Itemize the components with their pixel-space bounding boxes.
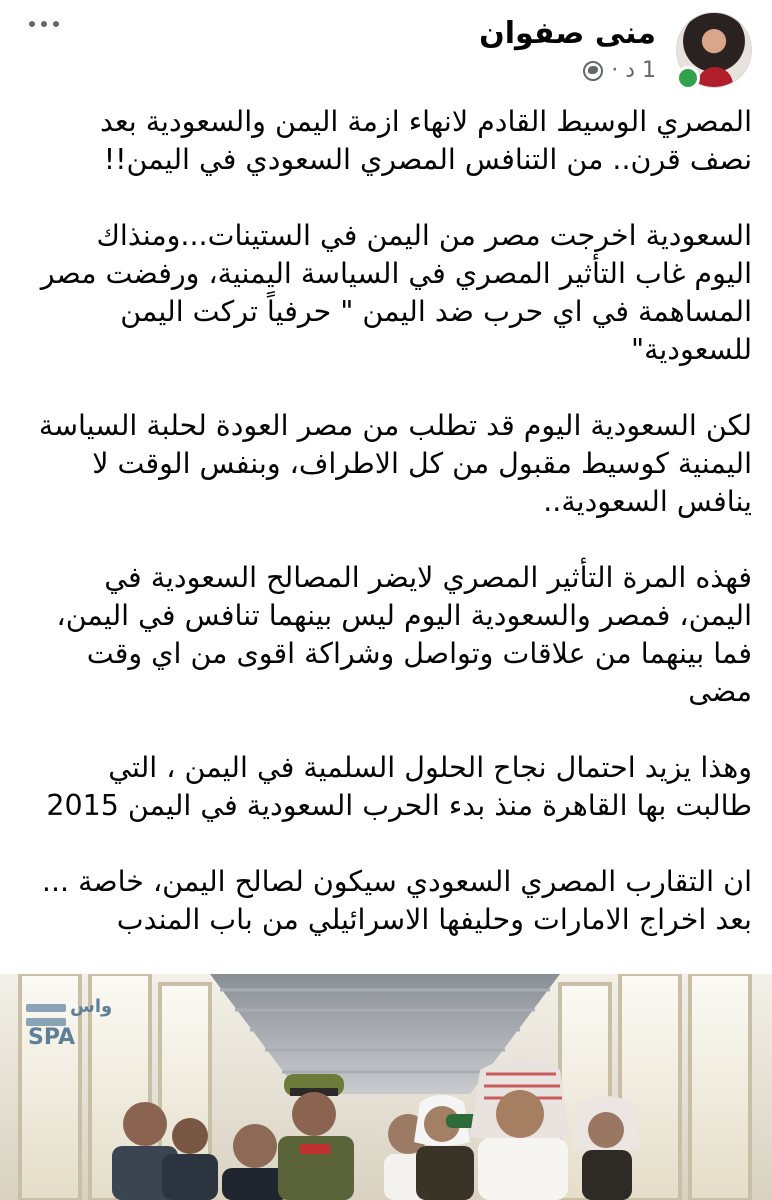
watermark-arabic: واس (70, 996, 113, 1017)
post-meta (583, 58, 656, 83)
post-paragraph: وهذا يزيد احتمال نجاح الحلول السلمية في اليمن ، التي طالبت بها القاهرة منذ بدء الحرب السعودية في اليمن 2015 (46, 751, 752, 822)
post-paragraph: ان التقارب المصري السعودي سيكون لصالح اليمن، خاصة ... بعد اخراج الامارات وحليفها الاسرائيلي من باب المندب (41, 865, 752, 936)
more-options-button[interactable] (24, 12, 64, 36)
author-avatar[interactable] (676, 12, 752, 88)
watermark-spa: SPA (28, 1025, 75, 1050)
dot-icon (53, 21, 59, 27)
post-paragraph: فهذه المرة التأثير المصري لايضر المصالح السعودية في اليمن، فمصر والسعودية اليوم ليس بينهما تنافس في اليمن، فما بينهما من علاقات وتواصل وشراكة اقوى من اي وقت مضى (56, 561, 752, 708)
post-time[interactable]: 1 د · (611, 58, 656, 83)
author-name[interactable]: منى صفوان (479, 16, 656, 51)
dot-icon (29, 21, 35, 27)
post-photo[interactable] (0, 974, 772, 1200)
post-text (38, 103, 752, 939)
post-paragraph: لكن السعودية اليوم قد تطلب من مصر العودة لحلبة السياسة اليمنية كوسيط مقبول من كل الاطراف، وبنفس الوقت لا ينافس السعودية.. (38, 409, 752, 518)
photo-illustration (0, 974, 772, 1200)
online-status-icon (676, 66, 700, 90)
post-header (20, 6, 752, 90)
dot-icon (41, 21, 47, 27)
post-paragraph: المصري الوسيط القادم لانهاء ازمة اليمن والسعودية بعد نصف قرن.. من التنافس المصري السعودي في اليمن!! (100, 105, 752, 176)
globe-icon (583, 61, 603, 81)
post-paragraph: السعودية اخرجت مصر من اليمن في الستينات...ومنذاك اليوم غاب التأثير المصري في السياسة اليمنية، ورفضت مصر المساهمة في اي حرب ضد اليمن " حرفياً تركت اليمن للسعودية" (40, 219, 752, 366)
